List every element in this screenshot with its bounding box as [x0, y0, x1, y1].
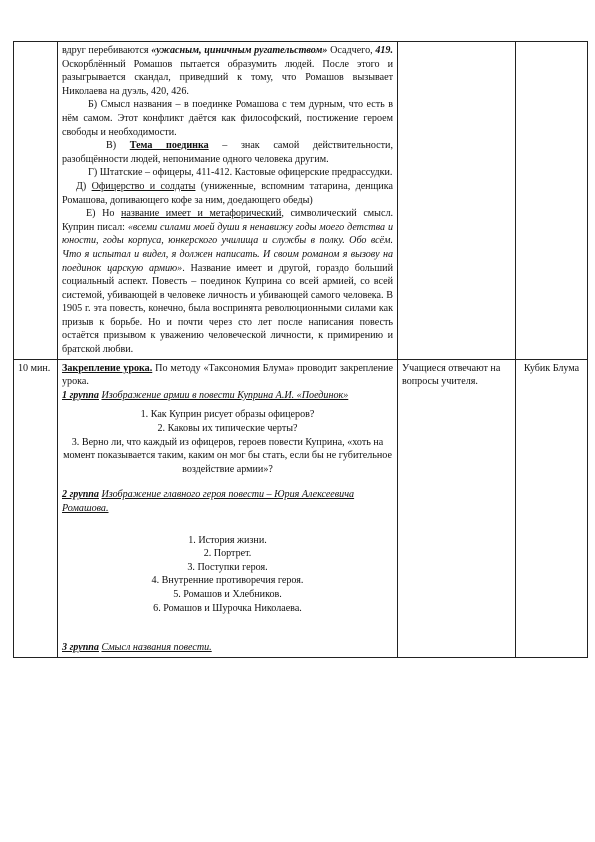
- paragraph-officers-d: [62, 180, 393, 207]
- text-run: . Название имеет и другой, гораздо больший социальный аспект. Повесть – поединок Куприна со всей армией, со всей системой, убивающей в человеке личность и убивающей самого человека. В 1905 г. эта повесть, конечно, была воспринята революционными силами как призыв к борьбе. Но и почти через сто лет после написания повесть остаётся призывом к уважению человеческой личности, к примирению и братской любви.: [62, 262, 393, 356]
- group2-label: 2 группа: [62, 489, 99, 501]
- question-item: 3. Поступки героя.: [187, 561, 268, 573]
- paragraph-metaphor-e: [62, 207, 393, 357]
- table-row: [14, 359, 588, 657]
- question-item: 6. Ромашов и Шурочка Николаева.: [153, 602, 302, 614]
- text-run: Д): [76, 180, 92, 192]
- text-run: (униженные, вспомним татарина, денщика Ромашова, допивающего кофе за ним, доедающего обеды): [62, 180, 393, 206]
- question-item: 1. История жизни.: [188, 534, 267, 546]
- text-run: «всеми силами моей души я ненавижу годы моего детства и юности, годы корпуса, юнкерского училища и службы в полку. Обо всём. Что я испытал и видел, я должен написать. И своим романом я вызову на поединок царскую армию»: [62, 221, 393, 274]
- resources-cell: [516, 359, 588, 657]
- text-run: Осадчего,: [327, 45, 376, 56]
- question-item: 2. Каковы их типические черты?: [157, 423, 298, 435]
- group3-title: Смысл названия повести.: [101, 642, 212, 654]
- text-run: Оскорблённый Ромашов пытается образумить людей. После этого и разыгрывается скандал, приведший к тому, что Ромашов вызывает Николаева на дуэль, 420, 426.: [62, 58, 393, 97]
- group2-questions: [62, 534, 393, 616]
- text-run: Офицерство и солдаты: [91, 180, 196, 192]
- question-item: 5. Ромашов и Хлебников.: [173, 588, 282, 600]
- text-run: «ужасным, циничным ругательством»: [151, 45, 328, 56]
- group1-label: 1 группа: [62, 389, 99, 401]
- text-run: , символический смысл. Куприн писал:: [62, 208, 394, 233]
- text-run: 419.: [375, 45, 393, 56]
- group2-title: Изображение главного героя повести – Юрия Алексеевича Ромашова.: [62, 489, 355, 514]
- intro-text: [62, 362, 393, 389]
- question-item: 3. Верно ли, что каждый из офицеров, героев повести Куприна, «хоть на момент показывается таким, каким он мог бы стать, если бы не губительное воздействие армии»?: [63, 436, 392, 475]
- text-run: В): [106, 140, 130, 152]
- group2-heading: [62, 488, 393, 515]
- paragraph-meaning-b: Б) Смысл названия – в поединке Ромашова с тем дурным, что есть в нём самом. Этот конфликт даётся как философский, постижение героем свободы и необходимости.: [62, 99, 393, 138]
- question-item: 2. Портрет.: [203, 548, 252, 560]
- group3-label: 3 группа: [62, 642, 99, 654]
- text-run: Е) Но: [86, 208, 121, 220]
- paragraph-civilians-g: Г) Штатские – офицеры, 411-412. Кастовые офицерские предрассудки.: [88, 167, 393, 179]
- intro-bold: Закрепление урока.: [62, 362, 153, 374]
- student-activity-cell: [398, 359, 516, 657]
- question-item: 1. Как Куприн рисует образы офицеров?: [140, 409, 315, 421]
- group1-questions: [62, 408, 393, 476]
- time-cell: [14, 359, 58, 657]
- lesson-plan-table: [13, 41, 588, 658]
- table-row: [14, 42, 588, 360]
- intro-rest: По методу «Таксономия Блума» проводит закрепление урока.: [62, 362, 393, 388]
- text-run: Тема поединка: [129, 140, 209, 152]
- paragraph-duel-scene: [62, 44, 393, 98]
- time-cell: [14, 42, 58, 360]
- text-run: – знак самой действительности, разобщённости людей, непонимание одного человека другим.: [62, 140, 393, 165]
- time-value: 10 мин.: [18, 362, 51, 374]
- text-run: название имеет и метафорический: [120, 208, 282, 220]
- paragraph-theme-v: [62, 139, 393, 166]
- group1-title: Изображение армии в повести Куприна А.И. «Поединок»: [101, 389, 349, 401]
- teacher-activity-cell: [58, 42, 398, 360]
- group1-heading: [62, 389, 393, 403]
- resources-cell: [516, 42, 588, 360]
- text-run: вдруг перебиваются: [62, 45, 152, 56]
- resource-text: Кубик Блума: [523, 362, 580, 374]
- student-activity-text: Учащиеся отвечают на вопросы учителя.: [402, 362, 501, 388]
- question-item: 4. Внутренние противоречия героя.: [151, 575, 304, 587]
- student-activity-cell: [398, 42, 516, 360]
- teacher-activity-cell: [58, 359, 398, 657]
- group3-heading: [62, 641, 393, 655]
